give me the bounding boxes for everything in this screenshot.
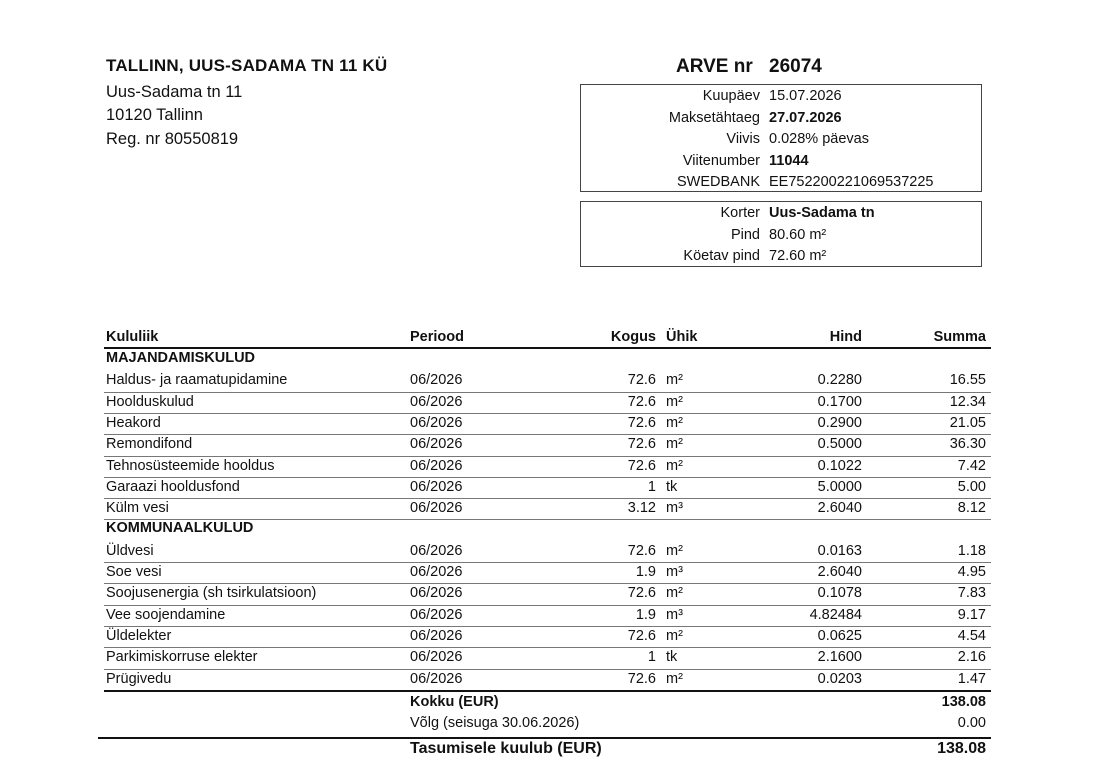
- cell-price: 0.0625: [817, 627, 862, 644]
- cell-unit: m³: [666, 500, 683, 517]
- cell-item: Soe vesi: [106, 564, 162, 580]
- cell-sum: 1.47: [957, 670, 986, 687]
- field-label: Viitenumber: [682, 152, 760, 169]
- cell-price: 2.6040: [817, 500, 862, 517]
- cell-period: 06/2026: [410, 500, 463, 517]
- header-unit: Ühik: [666, 329, 698, 345]
- field-value: 0.028% päevas: [769, 131, 869, 147]
- total-value: 138.08: [941, 694, 986, 710]
- header-item: Kululiik: [106, 329, 159, 345]
- payable-rule: [98, 737, 991, 739]
- cell-item: Parkimiskorruse elekter: [106, 649, 258, 666]
- cell-price: 0.0163: [817, 542, 862, 559]
- header-rule: [104, 347, 991, 349]
- cell-unit: m²: [666, 627, 683, 644]
- cell-sum: 12.34: [949, 393, 986, 410]
- cell-period: 06/2026: [410, 457, 463, 474]
- cell-item: Vee soojendamine: [106, 606, 226, 623]
- cell-sum: 9.17: [957, 606, 986, 623]
- cell-qty: 72.6: [627, 585, 656, 602]
- cell-unit: m²: [666, 457, 683, 474]
- cell-price: 2.6040: [817, 564, 862, 580]
- field-label: Kuupäev: [702, 88, 760, 104]
- cell-item: Hoolduskulud: [106, 393, 194, 410]
- cell-price: 0.1700: [817, 393, 862, 410]
- header-sum: Summa: [933, 329, 986, 345]
- cell-item: Heakord: [106, 414, 161, 431]
- cell-unit: m²: [666, 436, 683, 453]
- cell-sum: 7.42: [957, 457, 986, 474]
- cell-sum: 8.12: [957, 500, 986, 517]
- cell-price: 5.0000: [817, 478, 862, 495]
- row-divider: [104, 583, 991, 584]
- cell-sum: 36.30: [949, 436, 986, 453]
- cell-item: Prügivedu: [106, 670, 172, 687]
- cell-period: 06/2026: [410, 542, 463, 559]
- cell-period: 06/2026: [410, 436, 463, 453]
- cell-price: 0.0203: [817, 670, 862, 687]
- field-value: EE752200221069537225: [769, 174, 934, 190]
- row-divider: [104, 477, 991, 478]
- cell-unit: m²: [666, 542, 683, 559]
- cell-unit: m²: [666, 585, 683, 602]
- cell-unit: m³: [666, 564, 683, 580]
- seller-reg-number: Reg. nr 80550819: [106, 130, 239, 148]
- cell-price: 4.82484: [809, 606, 862, 623]
- cell-item: Üldelekter: [106, 627, 172, 644]
- cell-item: Üldvesi: [106, 542, 154, 559]
- section-title: KOMMUNAALKULUD: [106, 520, 254, 537]
- cell-unit: m²: [666, 414, 683, 431]
- seller-address-line2: 10120 Tallinn: [106, 106, 203, 124]
- cell-sum: 4.95: [957, 564, 986, 580]
- row-divider: [104, 626, 991, 627]
- cell-unit: m²: [666, 393, 683, 410]
- debt-value: 0.00: [957, 715, 986, 731]
- cell-period: 06/2026: [410, 627, 463, 644]
- cell-price: 0.1078: [817, 585, 862, 602]
- cell-period: 06/2026: [410, 585, 463, 602]
- cell-sum: 21.05: [949, 414, 986, 431]
- cell-item: Külm vesi: [106, 500, 169, 517]
- header-price: Hind: [829, 329, 862, 345]
- cell-qty: 72.6: [627, 372, 656, 389]
- cell-item: Haldus- ja raamatupidamine: [106, 372, 288, 389]
- cell-period: 06/2026: [410, 670, 463, 687]
- total-label: Kokku (EUR): [410, 694, 499, 710]
- cell-qty: 72.6: [627, 457, 656, 474]
- cell-sum: 16.55: [949, 372, 986, 389]
- cell-qty: 1.9: [635, 606, 656, 623]
- cell-item: Garaazi hooldusfond: [106, 478, 240, 495]
- cell-sum: 7.83: [957, 585, 986, 602]
- totals-rule: [104, 690, 991, 692]
- field-label: Pind: [730, 226, 760, 243]
- cell-period: 06/2026: [410, 372, 463, 389]
- cell-price: 2.1600: [817, 649, 862, 666]
- header-qty: Kogus: [610, 329, 656, 345]
- cell-period: 06/2026: [410, 649, 463, 666]
- cell-qty: 72.6: [627, 436, 656, 453]
- field-value: 27.07.2026: [769, 109, 842, 126]
- cell-qty: 72.6: [627, 393, 656, 410]
- cell-period: 06/2026: [410, 414, 463, 431]
- cell-qty: 1.9: [635, 564, 656, 580]
- row-divider: [104, 456, 991, 457]
- cell-sum: 1.18: [957, 542, 986, 559]
- row-divider: [104, 434, 991, 435]
- field-value: 72.60 m²: [769, 248, 827, 264]
- cell-period: 06/2026: [410, 564, 463, 580]
- cell-sum: 2.16: [957, 649, 986, 666]
- cell-item: Soojusenergia (sh tsirkulatsioon): [106, 585, 317, 602]
- field-label: Viivis: [726, 131, 760, 147]
- field-label: Maksetähtaeg: [668, 109, 760, 126]
- cell-qty: 72.6: [627, 542, 656, 559]
- payable-value: 138.08: [937, 740, 986, 757]
- cell-price: 0.2280: [817, 372, 862, 389]
- cell-qty: 3.12: [627, 500, 656, 517]
- invoice-title: ARVE nr: [676, 56, 753, 77]
- cell-unit: m²: [666, 670, 683, 687]
- debt-label: Võlg (seisuga 30.06.2026): [410, 715, 580, 731]
- cell-qty: 1: [647, 478, 656, 495]
- payable-label: Tasumisele kuulub (EUR): [410, 740, 602, 757]
- cell-qty: 1: [647, 649, 656, 666]
- field-label: Köetav pind: [683, 248, 760, 264]
- field-value: Uus-Sadama tn: [769, 205, 875, 221]
- cell-period: 06/2026: [410, 478, 463, 495]
- field-value: 15.07.2026: [769, 88, 842, 104]
- cell-qty: 72.6: [627, 414, 656, 431]
- section-title: MAJANDAMISKULUD: [106, 350, 256, 366]
- cell-unit: m²: [666, 372, 683, 389]
- seller-name: TALLINN, UUS-SADAMA TN 11 KÜ: [106, 56, 388, 75]
- cell-unit: m³: [666, 606, 683, 623]
- header-period: Periood: [410, 329, 464, 345]
- row-divider: [104, 605, 991, 606]
- field-value: 11044: [769, 152, 809, 169]
- cell-price: 0.5000: [817, 436, 862, 453]
- cell-period: 06/2026: [410, 606, 463, 623]
- cell-price: 0.1022: [817, 457, 862, 474]
- cell-unit: tk: [666, 649, 678, 666]
- cell-sum: 4.54: [957, 627, 986, 644]
- row-divider: [104, 562, 991, 563]
- cell-sum: 5.00: [957, 478, 986, 495]
- invoice-number: 26074: [769, 56, 822, 77]
- field-label: SWEDBANK: [677, 174, 760, 190]
- seller-address-line1: Uus-Sadama tn 11: [106, 83, 243, 101]
- row-divider: [104, 669, 991, 670]
- cell-qty: 72.6: [627, 627, 656, 644]
- cell-period: 06/2026: [410, 393, 463, 410]
- field-value: 80.60 m²: [769, 226, 827, 243]
- cell-unit: tk: [666, 478, 678, 495]
- row-divider: [104, 413, 991, 414]
- row-divider: [104, 498, 991, 499]
- cell-qty: 72.6: [627, 670, 656, 687]
- row-divider: [104, 392, 991, 393]
- field-label: Korter: [720, 205, 760, 221]
- row-divider: [104, 647, 991, 648]
- cell-item: Tehnosüsteemide hooldus: [106, 457, 275, 474]
- cell-price: 0.2900: [817, 414, 862, 431]
- cell-item: Remondifond: [106, 436, 193, 453]
